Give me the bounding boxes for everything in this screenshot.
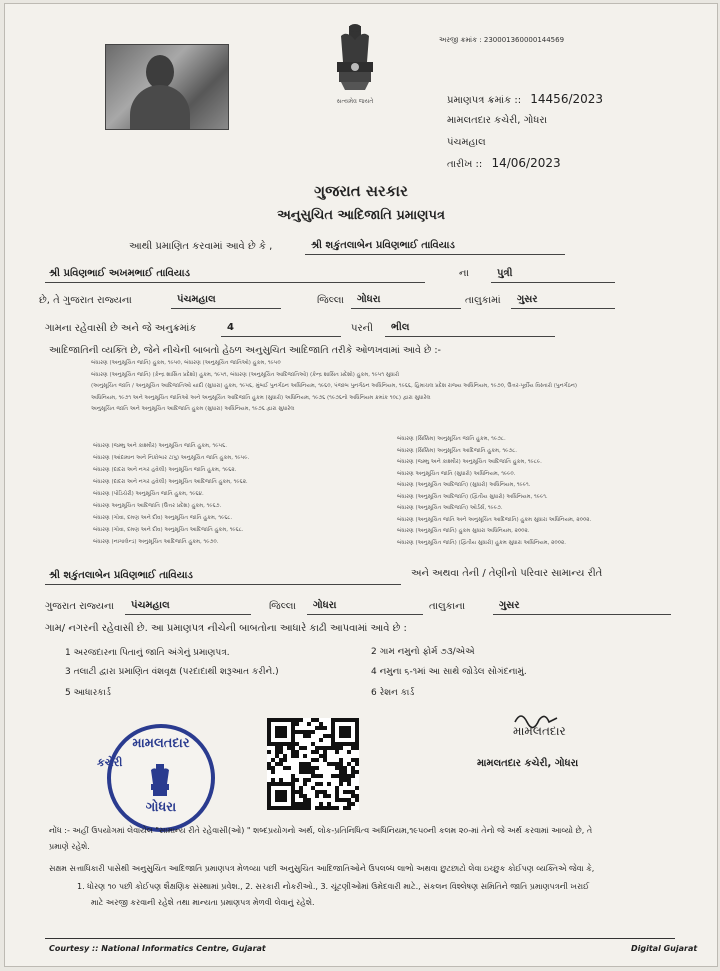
signature-office: મામલતદાર કચેરી, ગોધરા <box>477 758 579 769</box>
cert-date-label: તારીખ :: <box>447 159 483 170</box>
taluka-line <box>511 308 615 309</box>
note-2: સક્ષમ સત્તાધિકારી પાસેથી અનુસુચિત આદિજાતિ પ્રમાણપત્ર મેળવ્યા પછી અનુસુચિત આદિજાતિઓને ઉપલબ્ધ લાભો અથવા છુટછાટો લેવા ઇચ્છુક કોઈપણ વ્યક્તિએ જેવા કે, <box>49 864 595 873</box>
orders-right-item: બંધારણ (અનુસૂચિત જાતિ) હુકમ સુધારા અધિનિયમ, ૨૦૦૨. <box>397 528 530 534</box>
orders-left-item: બંધારણ (જમ્મુ અને કાશ્મીર) અનુસૂચિત જાતિ હુકમ, ૧૯૫૬. <box>93 443 227 449</box>
orders-left-item: બંધારણ (ગોવા, દમણ અને દીવ) અનુસૂચિત આદિજાતિ હુકમ, ૧૯૬૮. <box>93 527 244 533</box>
tribe-line <box>385 336 555 337</box>
seal-text-top: મામલતદાર <box>132 736 190 751</box>
seal-text-bottom: ગોધરા <box>145 800 177 815</box>
cert-date-value: 14/06/2023 <box>491 156 561 170</box>
orders-right-item: બંધારણ (અનુસૂચિત આદિજાતિ) ઓર્ડર્સ, ૧૯૯૭. <box>397 505 503 511</box>
village-text: ગામના રહેવાસી છે અને જે અનુક્રમાંક <box>45 323 197 334</box>
footer-courtesy: Courtesy :: National Informatics Centre, Gujarat <box>49 944 266 953</box>
orders-right-item: બંધારણ (અનુસૂચિત આદિજાતિ) (દ્વિતીય સુધારો) અધિનિયમ, ૧૯૯૧. <box>397 493 548 500</box>
qr-code <box>267 718 359 810</box>
orders-right-item: બંધારણ અનુસૂચિત જાતિ (સુધારો) અધિનિયમ, ૧૯૯૦. <box>397 470 516 477</box>
certify-text: આથી પ્રમાણિત કરવામાં આવે છે કે , <box>129 241 273 252</box>
district-value: પંચમહાલ <box>177 294 216 305</box>
basis-item: 3 તલાટી દ્વારા પ્રમાણિત વંશવૃક્ષ (પરદાદાથી શરૂઆત કરીને.) <box>65 667 279 677</box>
residence-city-value: ગોધરા <box>313 600 337 611</box>
orders-left-item: બંધારણ (આંદામાન અને નિકોબાર ટાપુ) અનુસૂચિત જાતિ હુકમ, ૧૯૫૯. <box>93 455 250 461</box>
cert-no-value: 14456/2023 <box>530 92 604 106</box>
note-1b: પ્રમાણે રહેશે. <box>49 842 90 851</box>
orders-left-item: બંધારણ (નાગાલેન્ડ) અનુસૂચિત આદિજાતિ હુકમ, ૧૯૭૦. <box>93 539 219 545</box>
orders-right-item: બંધારણ (અનુસૂચિત જાતિ અને અનુસૂચિત આદિજાતિ) હુકમ સુધારા અધિનિયમ, ૨૦૦૨. <box>397 516 592 523</box>
application-number: અરજી ક્રમાંક : 230001360000144569 <box>439 36 565 44</box>
orders-right-item: બંધારણ (અનુસૂચિત જાતિ) (દ્વિતીય સુધારો) હુકમ સુધારા અધિનિયમ, ૨૦૦૨. <box>397 539 566 546</box>
orders-left-item: બંધારણ (ગોવા, દમણ અને દીવ) અનુસૂચિત જાતિ હુકમ, ૧૯૬૮. <box>93 515 233 521</box>
govt-title: ગુજરાત સરકાર <box>314 182 408 200</box>
applicant-name: શ્રી શકુંતલાબેન પ્રવિણભાઈ તાવિયાડ <box>311 240 455 251</box>
header-district: પંચમહાલ <box>447 137 486 148</box>
tribe-value: ભીલ <box>391 322 410 333</box>
father-name: શ્રી પ્રવિણભાઈ અખમભાઈ તાવિયાડ <box>49 268 191 279</box>
header-office: મામલતદાર કચેરી, ગોધરા <box>447 115 548 126</box>
basis-item: 1 અરજદારના પિતાનું જાતિ અંગેનું પ્રમાણપત્ર. <box>65 648 230 658</box>
city-value: ગોધરા <box>357 294 381 305</box>
orders-left-item: બંધારણ (દાદરા અને નગર હવેલી) અનુસૂચિત આદિજાતિ હુકમ, ૧૯૬૨. <box>93 479 248 485</box>
residence-district-line <box>125 614 251 615</box>
seal-emblem-icon <box>145 762 175 802</box>
residence-closing: ગામ/ નગરની રહેવાસી છે. આ પ્રમાણપત્ર નીચેની બાબતોના આધારે કાઢી આપવામાં આવે છે : <box>45 623 407 634</box>
residence-city-line <box>307 614 423 615</box>
recognition-text: આદિજાતિની વ્યક્તિ છે, જેને નીચેની બાબતો હેઠળ અનુસુચિત આદિજાતિ તરીકે ઓળખવામાં આવે છે :- <box>49 345 441 356</box>
orders-header-item: અધિનિયમ, ૧૯૭૧ અને અનુસૂચિત જાતિઓ અને અનુસૂચિત આદિજાતિ હુકમ (સુધારો) અધિનિયમ, ૧૯૭૬ (૧૯૭૬નો અધિનિયમ ક્રમાંક ૧૦૮) દ્વારા સુધારેલ <box>91 394 431 401</box>
note-3b: માટે અરજી કરવાની રહેશે તથા માન્યતા પ્રમાણપત્ર મેળવી લેવાનું રહેશે. <box>91 898 315 907</box>
residence-district-label: જિલ્લા <box>269 601 296 612</box>
emblem-motto: સત્યમેવ જયતે <box>336 98 374 105</box>
serial-value: 4 <box>227 322 234 333</box>
signature-title: મામલતદાર <box>513 724 566 738</box>
photo-head <box>146 55 174 89</box>
orders-right-item: બંધારણ (અનુસૂચિત આદિજાતિ) (સુધારો) અધિનિયમ, ૧૯૯૧. <box>397 482 531 488</box>
basis-item: 6 રેશન કાર્ડ <box>371 688 415 698</box>
footer-brand: Digital Gujarat <box>631 944 698 953</box>
relation-prefix: ના <box>459 268 469 279</box>
relation-value: પુત્રી <box>497 268 513 279</box>
orders-left-item: બંધારણ (પોંડિચેરી) અનુસૂચિત જાતિ હુકમ, ૧૯૬૪. <box>93 491 204 497</box>
orders-header-item: અનુસૂચિત જાતિ અને અનુસૂચિત આદિજાતિ હુકમ (સુધારા) અધિનિયમ, ૧૯૭૬ દ્વારા સુધારેલ <box>91 406 295 412</box>
taluka-value: ગુસર <box>517 294 538 305</box>
basis-item: 2 ગામ નમુનો ફોર્મ ૭૩/એએ <box>371 647 475 657</box>
orders-right-item: બંધારણ (જમ્મુ અને કાશ્મીર) અનુસૂચિત આદિજાતિ હુકમ, ૧૯૮૯. <box>397 459 542 465</box>
orders-right-item: બંધારણ (સિક્કિમ) અનુસૂચિત આદિજાતિ હુકમ, ૧૯૭૮. <box>397 447 518 454</box>
orders-left-list <box>93 440 393 548</box>
cert-no-row <box>447 92 603 106</box>
serial-line <box>221 336 341 337</box>
national-emblem-icon <box>327 22 383 104</box>
orders-header-item: બંધારણ (અનુસૂચિત જાતિ) હુકમ, ૧૯૫૦, બંધારણ (અનુસૂચિત જાતિઓ) હુકમ, ૧૯૫૦ <box>91 360 281 366</box>
cert-title: અનુસુચિત આદિજાતિ પ્રમાણપત્ર <box>277 208 445 223</box>
relation-line <box>491 282 615 283</box>
basis-item: 4 નમુના ૬-૧માં આ સાથે જોડેલ સોગંદનામું. <box>371 667 527 677</box>
residence-state-text: ગુજરાત રાજ્યના <box>45 601 114 612</box>
basis-item: 5 આધારકાર્ડ <box>65 688 111 698</box>
office-seal <box>97 724 215 832</box>
applicant-photo <box>105 44 229 130</box>
orders-left-item: બંધારણ અનુસૂચિત આદિજાતિ (ઉત્તર પ્રદેશ) હુકમ, ૧૯૬૭. <box>93 503 222 509</box>
orders-left-item: બંધારણ (દાદરા અને નગર હવેલી) અનુસૂચિત જાતિ હુકમ, ૧૯૬૨. <box>93 467 237 473</box>
orders-header-item: બંધારણ (અનુસૂચિત જાતિ) (કેન્દ્ર શાસિત પ્રદેશો) હુકમ, ૧૯૫૧, બંધારણ (અનુસૂચિત આદિજાતિઓ) (કેન્દ્ર શાસિત પ્રદેશો) હુકમ, ૧૯૫૧ સુધારો <box>91 371 400 378</box>
orders-right-list <box>397 434 697 549</box>
residence-taluka-value: ગુસર <box>499 600 520 611</box>
residence-after-name: અને અથવા તેની / તેણીનો પરિવાર સામાન્ય રીતે <box>411 568 603 579</box>
cert-date-row <box>447 156 561 170</box>
residence-taluka-line <box>493 614 671 615</box>
district-label: જિલ્લા <box>317 295 344 306</box>
orders-right-item: બંધારણ (સિક્કિમ) અનુસૂચિત જાતિ હુકમ, ૧૯૭૮. <box>397 436 506 442</box>
note-3a: 1. ધોરણ ૧૦ પછી કોઈપણ શૈક્ષણિક સંસ્થામાં પ્રવેશ., 2. સરકારી નોકરીઓ., 3. ચૂંટણીઓમાં ઉમેદવારી માટે., સંકલન વિશ્લેષણ સમિતિને જાતિ પ્રમાણપત્રની ખરાઈ <box>77 882 590 891</box>
residence-district-value: પંચમહાલ <box>131 600 170 611</box>
photo-body <box>130 85 190 129</box>
certificate-page <box>4 3 718 967</box>
tribe-prefix: પરની <box>351 323 373 334</box>
orders-header-list <box>91 358 691 416</box>
note-1a: નોંધ :- અહીં ઉપયોગમાં લેવાયેલ "સામાન્ય રીતે રહેવાસી(ઓ) " શબ્દપ્રયોગનો અર્થ, લોક-પ્રતિનિધિત્વ અધિનિયમ,૧૯૫૦ની કલમ ૨૦-માં તેનો જે અર્થ કરવામાં આવ્યો છે, તે <box>49 826 593 835</box>
cert-no-label: પ્રમાણપત્ર ક્રમાંક :: <box>447 95 522 106</box>
residence-name-line <box>45 584 401 585</box>
taluka-label: તાલુકામાં <box>465 295 501 306</box>
seal-text-left: કચેરી <box>97 756 123 769</box>
applicant-name-line <box>305 254 565 255</box>
father-name-line <box>45 282 425 283</box>
district-line <box>171 308 281 309</box>
footer-rule <box>45 938 675 939</box>
orders-header-item: (અનુસૂચિત જાતિ / અનુસૂચિત આદિજાતિઓ યાદી (સુધારા) હુકમ, ૧૯૫૬, મુંબઈ પુનર્ગઠન અધિનિયમ, ૧૯૬૦, પંજાબ પુનર્ગઠન અધિનિયમ, ૧૯૬૬, હિમાચલ પ્રદેશ રાજ્ય અધિનિયમ, ૧૯૭૦, ઉત્તર-પૂર્વીય વિસ્તારો (પુનર્ગઠન) <box>91 383 578 389</box>
residence-taluka-label: તાલુકાના <box>429 601 466 612</box>
state-text: છે, તે ગુજરાત રાજ્યના <box>39 295 132 306</box>
residence-name: શ્રી શકુંતલાબેન પ્રવિણભાઈ તાવિયાડ <box>49 570 193 581</box>
city-line <box>351 308 461 309</box>
